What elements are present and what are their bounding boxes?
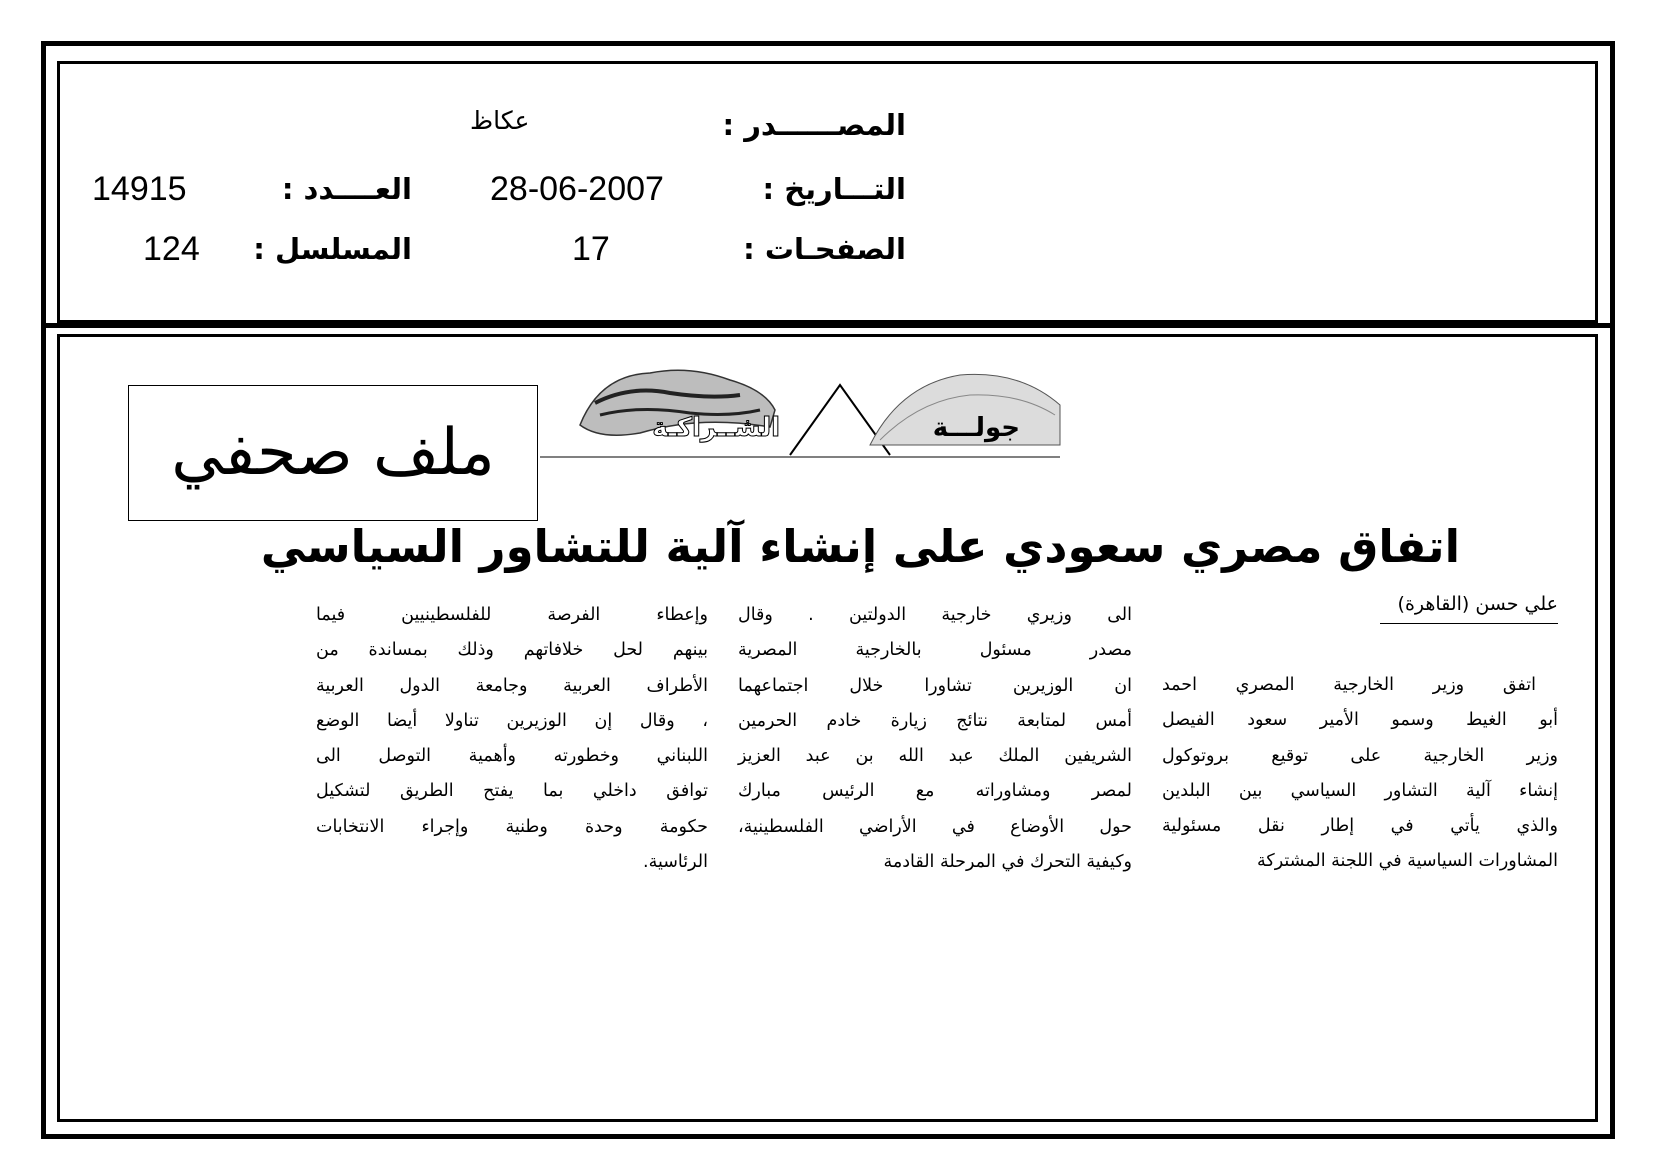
text-line: ، وقال إن الوزيرين تناولا أيضا الوضع — [316, 710, 708, 731]
text-line: الشريفين الملك عبد الله بن عبد العزيز — [738, 746, 1132, 767]
partnership-tour-logo — [540, 355, 1100, 465]
text-line: حول الأوضاع في الأراضي الفلسطينية، — [738, 816, 1132, 837]
article-column-left — [316, 598, 708, 880]
article-column-middle — [738, 598, 1132, 880]
serial-value: 124 — [143, 230, 200, 268]
text-line: المشاورات السياسية في اللجنة المشتركة — [1257, 851, 1558, 872]
text-line: الى وزيري خارجية الدولتين . وقال — [738, 605, 1132, 625]
serial-label: المسلسل : — [253, 232, 412, 266]
text-line: اتفق وزير الخارجية المصري احمد — [1162, 675, 1536, 695]
header-separator — [41, 323, 1615, 328]
article-byline: علي حسن (القاهرة) — [1397, 593, 1558, 615]
article-column-right — [1162, 668, 1558, 880]
text-line: وزير الخارجية على توقيع بروتوكول — [1162, 745, 1558, 766]
text-line: لمصر ومشاوراته مع الرئيس مبارك — [738, 781, 1132, 802]
source-value: عكاظ — [470, 106, 530, 135]
logo-word-left: الشــراكـة — [652, 413, 780, 443]
text-line: أبو الغيط وسمو الأمير سعود الفيصل — [1162, 710, 1558, 731]
logo-word-right: جولـــة — [932, 413, 1020, 443]
source-label: المصــــــدر : — [722, 108, 906, 142]
press-file-stamp: ملف صحفي — [128, 385, 538, 521]
text-line: اللبناني وخطورته وأهمية التوصل الى — [316, 746, 708, 767]
text-line: ان الوزيرين تشاورا خلال اجتماعهما — [738, 675, 1132, 696]
text-line: إنشاء آلية التشاور السياسي بين البلدين — [1162, 780, 1558, 801]
text-line: حكومة وحدة وطنية وإجراء الانتخابات — [316, 816, 708, 837]
text-line: وإعطاء الفرصة للفلسطينيين فيما — [316, 605, 708, 625]
text-line: أمس لمتابعة نتائج زيارة خادم الحرمين — [738, 710, 1132, 731]
article-headline: اتفاق مصري سعودي على إنشاء آلية للتشاور السياسي — [260, 520, 1460, 573]
text-line: الأطراف العربية وجامعة الدول العربية — [316, 675, 708, 696]
text-line: توافق داخلي بما يفتح الطريق لتشكيل — [316, 781, 708, 802]
issue-value: 14915 — [92, 170, 187, 208]
text-line: بينهم لحل خلافاتهم وذلك بمساندة من — [316, 640, 708, 661]
text-line: والذي يأتي في إطار نقل مسئولية — [1162, 816, 1558, 837]
text-line: وكيفية التحرك في المرحلة القادمة — [883, 852, 1132, 873]
issue-label: العــــدد : — [281, 172, 412, 206]
pages-label: الصفحـات : — [743, 232, 906, 266]
date-value: 28-06-2007 — [490, 170, 664, 208]
logo-graphic — [540, 355, 1100, 465]
pages-value: 17 — [572, 230, 610, 268]
byline-underline — [1380, 623, 1558, 624]
text-line: مصدر مسئول بالخارجية المصرية — [738, 640, 1132, 661]
text-line: الرئاسية. — [643, 852, 708, 873]
date-label: التـــاريخ : — [762, 172, 906, 206]
